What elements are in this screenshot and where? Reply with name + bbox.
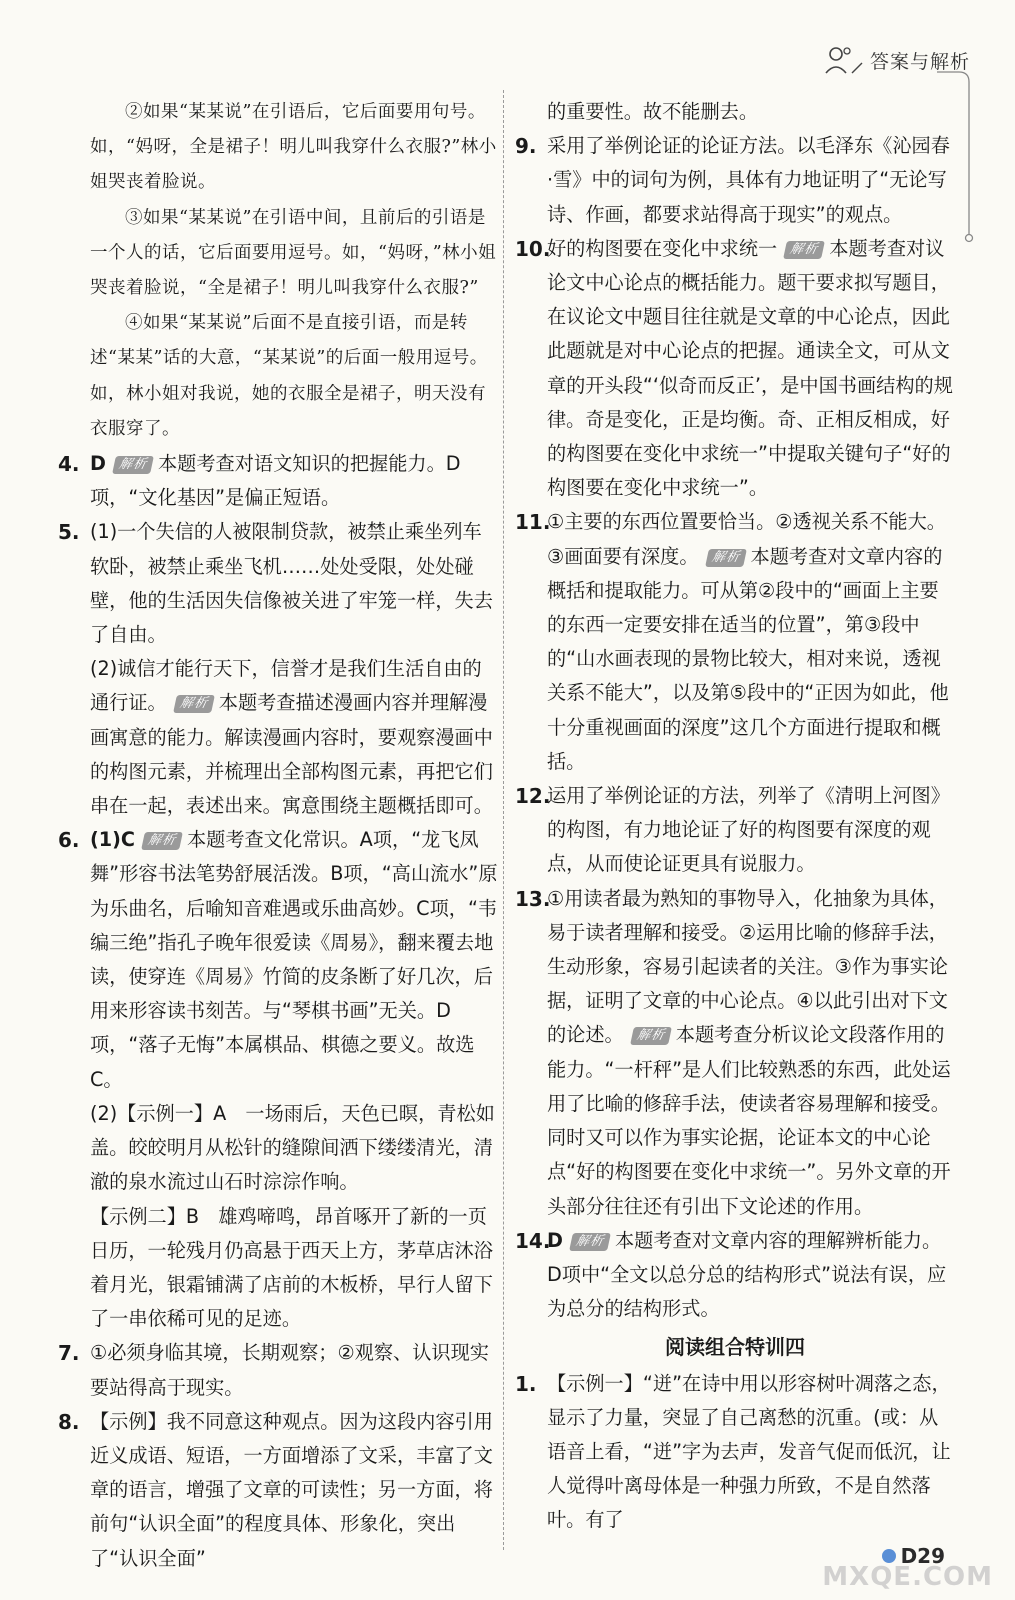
answer-text: 【示例】我不同意这种观点。因为这段内容引用近义成语、短语，一方面增添了文采，丰富了文章的语言，增强了文章的可读性；另一方面，将前句“认识全面”的程度具体、形象化，突出了“认识全面” [90, 1409, 493, 1570]
answer-text: D [90, 452, 106, 476]
analysis-text: 本题考查对议论文中心论点的概括能力。题干要求拟写题目，在议论文中题目往往就是文章的中心论点，因此此题就是对中心论点的把握。通读全文，可从文章的开头段“‘似奇而反正’，是中国书画结构的规律。奇是变化，正是均衡。奇、正相反相成，好的构图要在变化中求统一”中提取关键句子“好的构图要在变化中求统一”。 [547, 236, 953, 500]
answer-text: (2)诚信才能行天下，信誉才是我们生活自由的通行证。 [90, 657, 482, 715]
item-number: 9. [515, 134, 537, 159]
right-column [515, 95, 955, 1538]
page-dot-icon [882, 1549, 896, 1563]
watermark: MXQE.COM [822, 1562, 993, 1592]
item-number: 7. [58, 1341, 80, 1366]
item-number: 10. [515, 236, 551, 261]
reader-icon [822, 43, 864, 77]
answer-text: D [547, 1228, 563, 1252]
answer-text: (2)【示例一】A 一场雨后，天色已暝，青松如盖。皎皎明月从松针的缝隙间洒下缕缕清光，清澈的泉水流过山石时淙淙作响。 [90, 1101, 495, 1194]
item-number: 1. [515, 1371, 537, 1396]
answer-item-5 [58, 515, 498, 652]
answer-item-12 [515, 779, 955, 882]
explanation-paragraph: ③如果“某某说”在引语中间，且前后的引语是一个人的话，它后面要用逗号。如，“妈呀，”林小姐哭丧着脸说，“全是裙子！明儿叫我穿什么衣服?” [90, 207, 497, 299]
answer-item-8 [58, 1405, 498, 1576]
analysis-tag: 解析 [630, 1027, 672, 1045]
item-number: 4. [58, 452, 80, 477]
section-heading: 阅读组合特训四 [665, 1335, 805, 1360]
answer-item-5-part2 [58, 652, 498, 823]
answer-text: ①用读者最为熟知的事物导入，化抽象为具体，易于读者理解和接受。②运用比喻的修辞手法，生动形象，容易引起读者的关注。③作为事实论据，证明了文章的中心论点。④以此引出对下文的论述。 [547, 886, 948, 1047]
column-divider [503, 90, 504, 1550]
analysis-tag: 解析 [705, 549, 747, 567]
answer-text: 采用了举例论证的论证方法。以毛泽东《沁园春·雪》中的词句为例，具体有力地证明了“无论写诗、作画，都要求站得高于现实”的观点。 [547, 134, 950, 226]
answer-item-10 [515, 232, 955, 506]
answer-item-7 [58, 1336, 498, 1404]
analysis-text: 本题考查分析议论文段落作用的能力。“一杆秤”是人们比较熟悉的东西，此处运用了比喻的修辞手法，使读者容易理解和接受。同时又可以作为事实论据，论证本文的中心论点“好的构图要在变化中求统一”。另外文章的开头部分往往还有引出下文论述的作用。 [547, 1023, 951, 1218]
page-number-text: D29 [900, 1544, 945, 1568]
analysis-tag: 解析 [141, 832, 183, 850]
answer-text: 好的构图要在变化中求统一 [547, 236, 778, 260]
item-number: 13. [515, 886, 551, 911]
item-number: 5. [58, 520, 80, 545]
answer-item-6 [58, 823, 498, 1097]
answer-item-s1 [515, 1367, 955, 1538]
analysis-tag: 解析 [112, 456, 154, 474]
answer-text: (1)一个失信的人被限制贷款，被禁止乘坐列车软卧，被禁止乘坐飞机……处处受限，处处碰壁，他的生活因失信像被关进了牢笼一样，失去了自由。 [90, 520, 493, 647]
explanation-paragraph: ④如果“某某说”后面不是直接引语，而是转述“某某”话的大意，“某某说”的后面一般用逗号。如，林小姐对我说，她的衣服全是裙子，明天没有衣服穿了。 [90, 313, 488, 439]
answer-text: ①必须身临其境，长期观察；②观察、认识现实要站得高于现实。 [90, 1341, 489, 1399]
left-column [58, 95, 498, 1576]
answer-item-14 [515, 1224, 955, 1327]
answer-item-9 [515, 129, 955, 232]
analysis-text: 本题考查文化常识。A项，“龙飞凤舞”形容书法笔势舒展活泼。B项，“高山流水”原为乐曲名，后喻知音难遇或乐曲高妙。C项，“韦编三绝”指孔子晚年很爱读《周易》，翻来覆去地读，使穿连《周易》竹简的皮条断了好几次，后用来形容读书刻苦。与“琴棋书画”无关。D项，“落子无悔”本属棋品、棋德之要义。故选C。 [90, 828, 498, 1091]
item-number: 12. [515, 784, 551, 809]
answer-text: (1)C [90, 828, 135, 852]
answer-item-11 [515, 505, 955, 779]
analysis-tag: 解析 [173, 695, 215, 713]
analysis-text: 本题考查对文章内容的理解辨析能力。D项中“全文以总分总的结构形式”说法有误，应为总分的结构形式。 [547, 1228, 947, 1321]
analysis-tag: 解析 [783, 241, 825, 259]
item-number: 8. [58, 1409, 80, 1434]
section-title: 答案与解析 [869, 50, 970, 73]
answer-text: 【示例一】“迸”在诗中用以形容树叶凋落之态，显示了力量，突显了自己离愁的沉重。(或：从语音上看，“迸”字为去声，发音气促而低沉，让人觉得叶离母体是一种强力所致，不是自然落叶。有了 [547, 1371, 951, 1532]
answer-item-13 [515, 882, 955, 1224]
item-number: 14. [515, 1228, 551, 1253]
answer-text: ①主要的东西位置要恰当。②透视关系不能大。③画面要有深度。 [547, 510, 946, 568]
explanation-paragraph: ②如果“某某说”在引语后，它后面要用句号。如，“妈呀，全是裙子！明儿叫我穿什么衣服?”林小姐哭丧着脸说。 [90, 102, 497, 193]
analysis-text: 本题考查描述漫画内容并理解漫画寓意的能力。解读漫画内容时，要观察漫画中的构图元素，并梳理出全部构图元素，再把它们串在一起，表述出来。寓意围绕主题概括即可。 [90, 691, 493, 818]
answer-item-4 [58, 447, 498, 515]
continued-text: 的重要性。故不能删去。 [547, 100, 759, 123]
analysis-text: 本题考查对文章内容的概括和提取能力。可从第②段中的“画面上主要的东西一定要安排在适当的位置”，第③段中的“山水画表现的景物比较大，相对来说，透视关系不能大”，以及第⑤段中的“正因为如此，他十分重视画面的深度”这几个方面进行提取和概括。 [547, 544, 949, 773]
answer-text: 【示例二】B 雄鸡啼鸣，昂首啄开了新的一页日历，一轮残月仍高悬于西天上方，茅草店沐浴着月光，银霜铺满了店前的木板桥，早行人留下了一串依稀可见的足迹。 [90, 1204, 493, 1331]
answer-text: 运用了举例论证的方法，列举了《清明上河图》的构图，有力地论证了好的构图要有深度的观点，从而使论证更具有说服力。 [547, 784, 950, 876]
item-number: 6. [58, 828, 80, 853]
analysis-tag: 解析 [569, 1233, 611, 1251]
item-number: 11. [515, 510, 551, 535]
analysis-text: 本题考查对语文知识的把握能力。D项，“文化基因”是偏正短语。 [90, 452, 461, 510]
